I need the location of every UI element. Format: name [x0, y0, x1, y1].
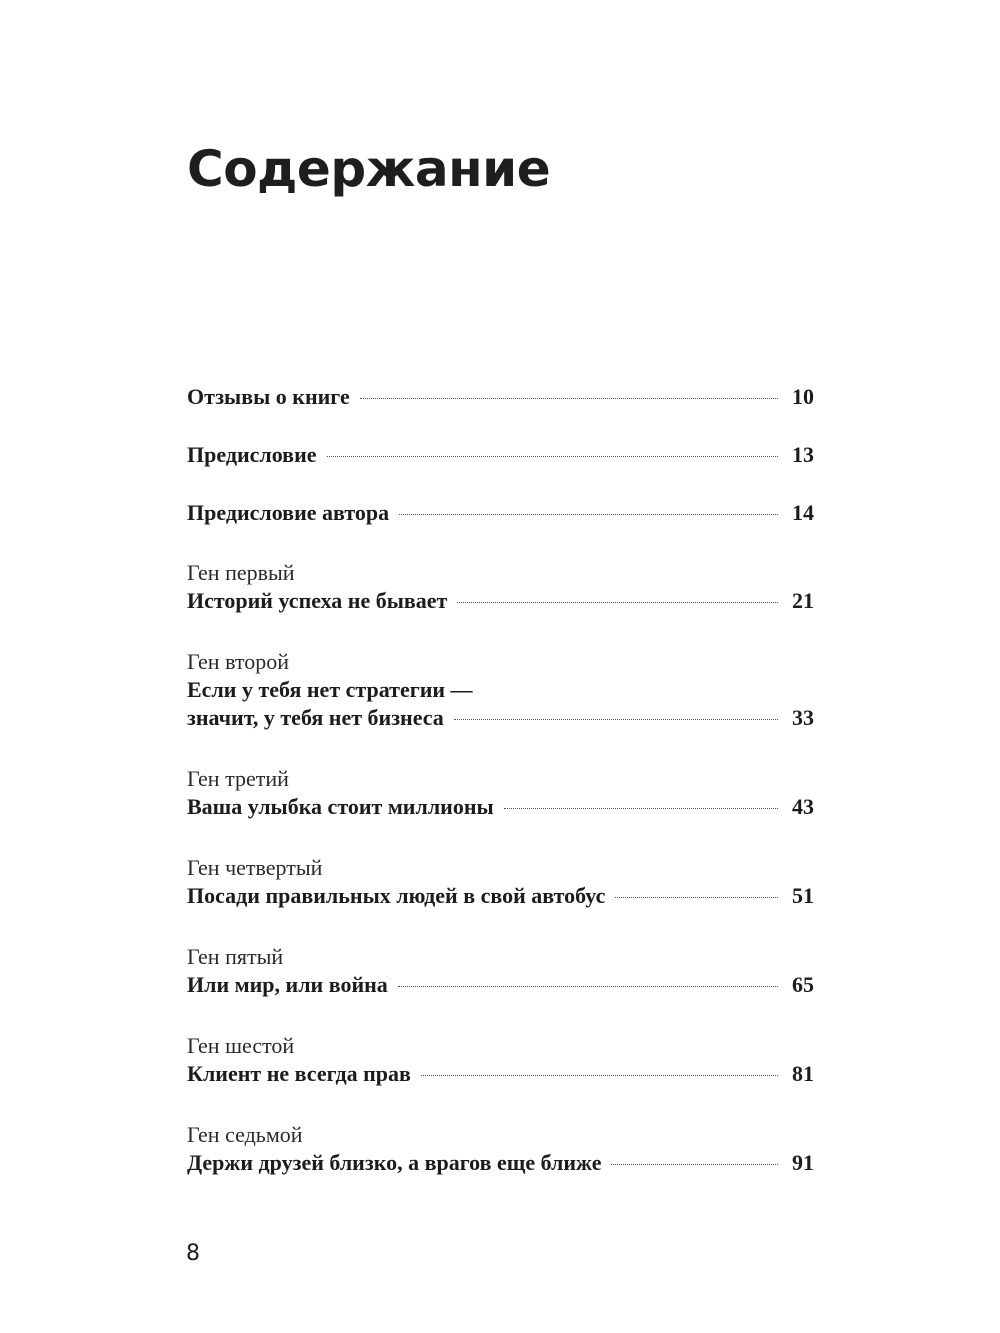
toc-entry-title: Держи друзей близко, а врагов еще ближе: [187, 1150, 602, 1175]
page-title: Содержание: [187, 140, 551, 198]
toc-entry-title: Отзывы о книге: [187, 384, 350, 409]
toc-entry-page: 51: [792, 883, 814, 908]
dot-leader: [398, 985, 778, 987]
toc-entry-gene: Ген четвертый: [187, 855, 323, 880]
toc-entry-title: Предисловие: [187, 442, 317, 467]
toc-entry[interactable]: [187, 648, 814, 732]
toc-entry[interactable]: [187, 854, 814, 910]
toc-entry-title: значит, у тебя нет бизнеса: [187, 705, 444, 730]
toc-entry-page: 81: [792, 1061, 814, 1086]
dot-leader: [457, 601, 778, 603]
toc-entry-page: 21: [792, 588, 814, 613]
toc-entry-page: 33: [792, 705, 814, 730]
toc-entry-title: Ваша улыбка стоит миллионы: [187, 794, 494, 819]
toc-entry[interactable]: [187, 383, 814, 411]
toc-entry-title-line1: Если у тебя нет стратегии —: [187, 677, 473, 702]
toc-entry[interactable]: [187, 1121, 814, 1177]
dot-leader: [360, 397, 778, 399]
toc-entry-page: 65: [792, 972, 814, 997]
toc-entry-page: 10: [792, 384, 814, 409]
toc-entry-title: Предисловие автора: [187, 500, 390, 525]
toc-entry[interactable]: [187, 1032, 814, 1088]
toc-entry-gene: Ген пятый: [187, 944, 284, 969]
dot-leader: [504, 807, 778, 809]
toc-entry-title: Или мир, или война: [187, 972, 388, 997]
toc-entry[interactable]: [187, 765, 814, 821]
toc-entry[interactable]: [187, 441, 814, 469]
toc-entry-gene: Ген шестой: [187, 1033, 295, 1058]
toc-entry-gene: Ген второй: [187, 649, 290, 674]
page-number: 8: [186, 1241, 200, 1266]
toc-entry[interactable]: [187, 499, 814, 527]
dot-leader: [327, 455, 778, 457]
dot-leader: [611, 1163, 778, 1165]
toc-entry-title: Посади правильных людей в свой автобус: [187, 883, 606, 908]
dot-leader: [421, 1074, 778, 1076]
toc-entry-gene: Ген седьмой: [187, 1122, 303, 1147]
toc-entry[interactable]: [187, 559, 814, 615]
toc-entry-title: Клиент не всегда прав: [187, 1061, 411, 1086]
toc-entry-title: Историй успеха не бывает: [187, 588, 448, 613]
toc-entry-gene: Ген третий: [187, 766, 289, 791]
toc-entry-page: 14: [792, 500, 814, 525]
toc-entry-page: 13: [792, 442, 814, 467]
dot-leader: [615, 896, 778, 898]
toc-entry-page: 91: [792, 1150, 814, 1175]
dot-leader: [454, 718, 778, 720]
toc-entry[interactable]: [187, 943, 814, 999]
dot-leader: [399, 513, 778, 515]
toc-entry-gene: Ген первый: [187, 560, 295, 585]
toc-entry-page: 43: [792, 794, 814, 819]
